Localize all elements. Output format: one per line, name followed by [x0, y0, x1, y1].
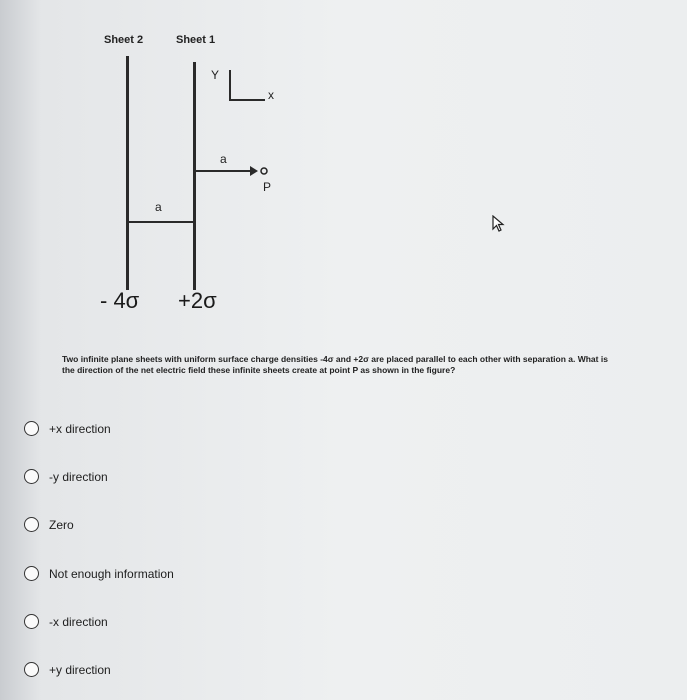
sheet1-line: [193, 62, 196, 290]
sep-arrow-upper: [196, 170, 254, 172]
question-text: Two infinite plane sheets with uniform surface charge densities -4σ and +2σ are placed parallel to each other with separation a. What is the direction of the net electric field these infinite sheets create at point P as shown in the figure?: [62, 354, 608, 375]
axis-y-line: [229, 70, 231, 100]
option-minus-y[interactable]: [24, 469, 108, 484]
option-label: -y direction: [49, 469, 108, 484]
axis-y-label: Y: [211, 68, 220, 82]
option-label: Zero: [49, 517, 74, 532]
option-label: -x direction: [49, 614, 108, 629]
option-label: Not enough information: [49, 566, 174, 581]
radio-button[interactable]: [24, 421, 39, 436]
axis-x-label: x: [268, 88, 274, 102]
radio-button[interactable]: [24, 614, 39, 629]
mouse-cursor-icon: [492, 215, 506, 233]
density-left: - 4σ: [100, 288, 140, 313]
point-p-marker: [259, 166, 269, 176]
option-label: +y direction: [49, 662, 111, 677]
option-minus-x[interactable]: [24, 614, 108, 629]
axis-x-line: [229, 99, 265, 101]
sep-label-upper: a: [220, 152, 227, 166]
option-plus-y[interactable]: [24, 662, 111, 677]
sheet1-label: Sheet 1: [176, 34, 216, 46]
sheet2-line: [126, 56, 129, 290]
radio-button[interactable]: [24, 662, 39, 677]
option-label: +x direction: [49, 421, 111, 436]
arrowhead-icon: [250, 166, 258, 176]
option-zero[interactable]: [24, 517, 74, 532]
sep-line-lower: [129, 221, 193, 223]
point-p-label: P: [263, 180, 272, 194]
sep-label-lower: a: [155, 200, 162, 214]
radio-button[interactable]: [24, 469, 39, 484]
density-right: +2σ: [178, 288, 217, 313]
radio-button[interactable]: [24, 566, 39, 581]
radio-button[interactable]: [24, 517, 39, 532]
sheet2-label: Sheet 2: [104, 34, 144, 46]
option-not-enough-info[interactable]: [24, 566, 174, 581]
option-plus-x[interactable]: [24, 421, 111, 436]
